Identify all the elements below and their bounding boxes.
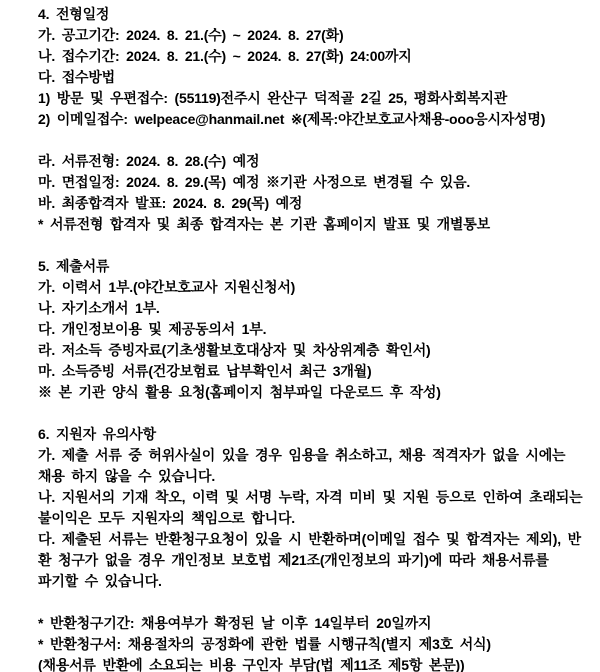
doc-line: 다. 개인정보이용 및 제공동의서 1부.	[38, 321, 267, 337]
doc-line: 마. 면접일정: 2024. 8. 29.(목) 예정 ※기관 사정으로 변경될 수 있음.	[38, 174, 471, 190]
doc-line: * 반환청구서: 채용절차의 공정화에 관한 법률 시행규칙(별지 제3호 서식)	[38, 636, 491, 652]
doc-line: 마. 소득증빙 서류(건강보험료 납부확인서 최근 3개월)	[38, 363, 372, 379]
doc-line: (채용서류 반환에 소요되는 비용 구인자 부담(법 제11조 제5항 본문))	[38, 657, 465, 672]
section-schedule-continued	[38, 151, 582, 235]
section-schedule	[38, 4, 582, 130]
doc-line: 환 청구가 없을 경우 개인정보 보호법 제21조(개인정보의 파기)에 따라 채용서류를	[38, 552, 549, 568]
doc-line: 나. 지원서의 기재 착오, 이력 및 서명 누락, 자격 미비 및 지원 등으로 인하여 초래되는	[38, 489, 583, 505]
doc-line: 가. 제출 서류 중 허위사실이 있을 경우 임용을 취소하고, 채용 적격자가 없을 시에는	[38, 447, 566, 463]
section-documents	[38, 256, 582, 403]
doc-line: 다. 제출된 서류는 반환청구요청이 있을 시 반환하며(이메일 접수 및 합격자는 제외), 반	[38, 531, 581, 547]
doc-line: 나. 접수기간: 2024. 8. 21.(수) ~ 2024. 8. 27(화) 24:00까지	[38, 48, 412, 64]
section-applicant-notes	[38, 424, 582, 592]
doc-line: 라. 서류전형: 2024. 8. 28.(수) 예정	[38, 153, 260, 169]
doc-line: 불이익은 모두 지원자의 책임으로 합니다.	[38, 510, 295, 526]
doc-line: 파기할 수 있습니다.	[38, 573, 162, 589]
doc-line-email: 2) 이메일접수: welpeace@hanmail.net ※(제목:야간보호교사채용-ooo응시자성명)	[38, 111, 546, 127]
doc-line: * 반환청구기간: 채용여부가 확정된 날 이후 14일부터 20일까지	[38, 615, 432, 631]
doc-line: 채용 하지 않을 수 있습니다.	[38, 468, 216, 484]
doc-line: * 서류전형 합격자 및 최종 합격자는 본 기관 홈페이지 발표 및 개별통보	[38, 216, 490, 232]
section-heading: 6. 지원자 유의사항	[38, 426, 156, 442]
section-heading: 4. 전형일정	[38, 6, 110, 22]
doc-line: 가. 이력서 1부.(야간보호교사 지원신청서)	[38, 279, 296, 295]
doc-line: 가. 공고기간: 2024. 8. 21.(수) ~ 2024. 8. 27(화)	[38, 27, 344, 43]
doc-line: ※ 본 기관 양식 활용 요청(홈페이지 첨부파일 다운로드 후 작성)	[38, 384, 441, 400]
doc-line: 1) 방문 및 우편접수: (55119)전주시 완산구 덕적골 2길 25, 평화사회복지관	[38, 90, 508, 106]
doc-line: 바. 최종합격자 발표: 2024. 8. 29(목) 예정	[38, 195, 303, 211]
section-heading: 5. 제출서류	[38, 258, 110, 274]
doc-line: 다. 접수방법	[38, 69, 115, 85]
doc-line: 라. 저소득 증빙자료(기초생활보호대상자 및 차상위계층 확인서)	[38, 342, 431, 358]
section-return-request	[38, 613, 582, 672]
doc-line: 나. 자기소개서 1부.	[38, 300, 160, 316]
